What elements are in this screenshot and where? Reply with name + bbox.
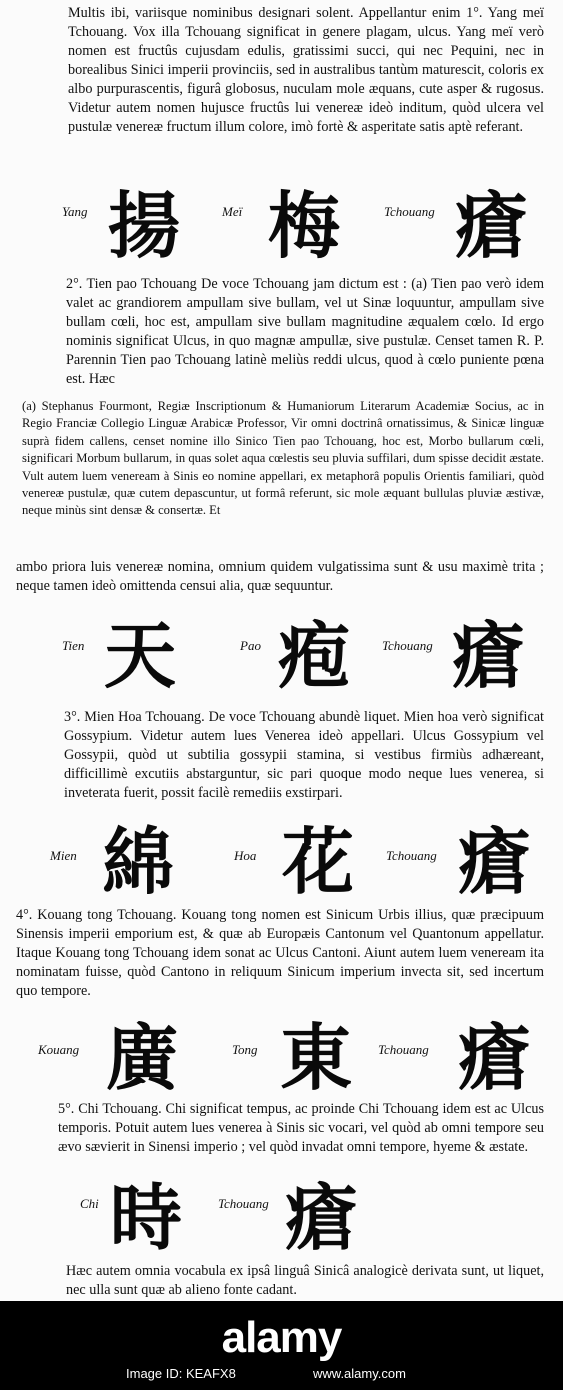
label-tchouang: Tchouang	[382, 638, 433, 653]
char-yang: 揚	[108, 183, 181, 268]
section-3-paragraph: 3°. Mien Hoa Tchouang. De voce Tchouang abundè liquet. Mien hoa verò significat Gossypium. Videtur autem lues Venerea ideò appellari. Ulcus Gossypium vel Gossypii, quòd ut subtilia gossypii stamina, si vestibus firmiùs adhæreant, difficillimè excutiis abstarguntur, sic pari quoque modo neque lues venerea, si inveterata fuerit, possit facilè remediis exstirpari.	[64, 709, 544, 801]
stock-watermark-bar	[0, 1301, 563, 1390]
label-hoa: Hoa	[234, 848, 257, 863]
label-mei: Meï	[222, 204, 243, 219]
section-4-paragraph: 4°. Kouang tong Tchouang. Kouang tong nomen est Sinicum Urbis illius, quæ præcipuum Sinensis imperii emporium est, & quæ ab Europæis Cantonum vel Quantonum appellatur. Itaque Kouang tong Tchouang idem sonat ac Ulcus Cantoni. Aiunt autem luem veneream ita nominatam fuisse, quòd Cantono in reliquum Sinicum imperium invecta sit, sed incertum quo tempore.	[16, 907, 544, 999]
char-kouang: 廣	[106, 1015, 179, 1100]
char-tchouang: 瘡	[452, 613, 525, 698]
char-mei: 梅	[268, 183, 341, 268]
char-tchouang: 瘡	[455, 183, 528, 268]
section-2-continued: ambo priora luis venereæ nomina, omnium quidem vulgatissima sunt & usu maximè trita ; neque tamen ideò omittenda censui alia, quæ sequuntur.	[16, 559, 544, 594]
label-yang: Yang	[62, 204, 88, 219]
alamy-wordmark: alamy	[221, 1313, 342, 1362]
section-5-paragraph: 5°. Chi Tchouang. Chi significat tempus, ac proinde Chi Tchouang idem est ac Ulcus temporis. Potuit autem lues venerea à Sinis sic vocari, vel quòd ab omni tempore seu ævo sævierit in Sinensi imperio ; vel quòd invadat omni tempore, hyeme & æstate.	[58, 1101, 544, 1155]
characters-row-tien-pao-tchouang	[0, 612, 563, 704]
label-tchouang: Tchouang	[218, 1196, 269, 1211]
char-tien: 天	[104, 613, 177, 698]
label-pao: Pao	[240, 638, 261, 653]
characters-row-kouang-tong-tchouang	[0, 1016, 563, 1102]
label-tchouang: Tchouang	[384, 204, 435, 219]
char-tchouang: 瘡	[285, 1175, 358, 1260]
characters-row-mien-hoa-tchouang	[0, 818, 563, 906]
footnote-a: (a) Stephanus Fourmont, Regiæ Inscriptionum & Humaniorum Literarum Academiæ Socius, ac in Regio Franciæ Collegio Linguæ Arabicæ Professor, Vir omni doctrinâ ornatissimus, & Sinicæ linguæ suprà fidem callens, censet nomine illo Sinico Tien pao Tchouang, hoc est, Morbo bullarum cœli, significari Morbum bullarum, in quas solet aqua cœlestis seu pluvia suffilari, dum spisse decidit æstate. Vult autem luem veneream à Sinis eo nomine appellari, ex metaphorâ populis Orientis familiari, quòd venereæ pustulæ, quæ cutem depascuntur, ut formâ referunt, sic mole æquant bullulas pluviæ æstivæ, neque minùs sint densæ & consertæ. Et	[22, 399, 544, 518]
label-kouang: Kouang	[38, 1042, 80, 1057]
alamy-url: www.alamy.com	[313, 1366, 406, 1381]
char-chi: 時	[110, 1175, 183, 1260]
char-mien: 綿	[102, 819, 175, 904]
closing-paragraph: Hæc autem omnia vocabula ex ipsâ linguâ Sinicâ analogicè derivata sunt, ut liquet, nec ulla sunt quæ ab alieno fonte cadant.	[66, 1263, 544, 1298]
section-2-paragraph: 2°. Tien pao Tchouang De voce Tchouang jam dictum est : (a) Tien pao verò idem valet ac grandiorem ampullam sive bullam, vel ut Sinæ loquuntur, ampullam sive bullam cœli, hoc est, ampullam sive bullam magnitudine æqualem cœlo. Id ergo nominis significat Ulcus, in quo magnæ ampullæ, sive pustulæ. Censet tamen R. P. Parennin Tien pao Tchouang latinè meliùs reddi ulcus, quod à cœlo puniente pœna est. Hæc	[66, 276, 544, 387]
label-tchouang: Tchouang	[378, 1042, 429, 1057]
label-tong: Tong	[232, 1042, 258, 1057]
char-tong: 東	[280, 1015, 353, 1100]
char-tchouang: 瘡	[458, 1015, 531, 1100]
characters-row-chi-tchouang	[0, 1175, 563, 1262]
char-hoa: 花	[282, 819, 355, 904]
label-chi: Chi	[80, 1196, 99, 1211]
alamy-logo	[0, 1313, 563, 1363]
label-tien: Tien	[62, 638, 85, 653]
label-tchouang: Tchouang	[386, 848, 437, 863]
label-mien: Mien	[50, 848, 77, 863]
intro-paragraph: Multis ibi, variisque nominibus designari solent. Appellantur enim 1°. Yang meï Tchouang. Vox illa Tchouang significat in genere plagam, ulcus. Yang meï verò nomen est fructûs cujusdam edulis, gratissimi succi, qui nec Pequini, nec in borealibus Sinici imperii provinciis, sed in australibus tantùm maturescit, coloris ex albo purpurascentis, figurâ globosus, nuculam mole æquans, cute asper & rugosus. Videtur autem nomen hujusce fructûs lui venereæ ideò inditum, quòd ulcera vel pustulæ venereæ fructum illum colore, imò fortè & asperitate satis aptè referant.	[68, 5, 544, 135]
characters-row-yang-mei-tchouang	[0, 183, 563, 274]
image-id: Image ID: KEAFX8	[126, 1366, 236, 1381]
char-pao: 疱	[278, 613, 351, 698]
char-tchouang: 瘡	[458, 819, 531, 904]
